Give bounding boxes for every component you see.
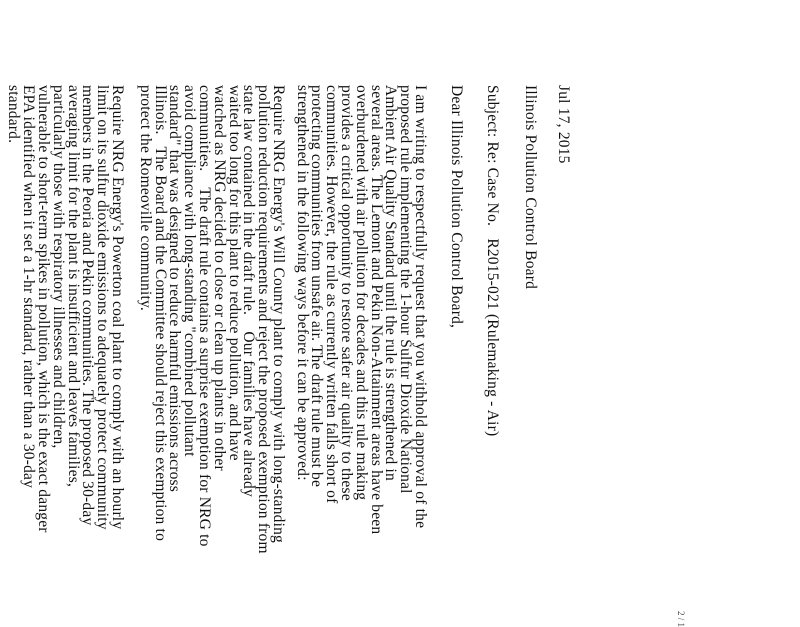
paragraph-line: several areas. The Lemont and Pekin Non-Attainment areas have been bbox=[367, 85, 385, 535]
paragraph-line: particularly those with respiratory illnesses and children, bbox=[49, 85, 67, 449]
paragraph-line: protect the Romeoville community. bbox=[136, 85, 154, 311]
paragraph-line: standard. bbox=[5, 85, 23, 144]
paragraph-line: I am writing to respectfully request that you withhold approval of the bbox=[412, 85, 429, 529]
letter-salutation: Dear Illinois Pollution Control Board, bbox=[448, 85, 465, 329]
letter-recipient: Illinois Pollution Control Board bbox=[522, 85, 539, 290]
paragraph-line: Ambient Air Quality Standard until the rule is strengthened in bbox=[382, 85, 400, 481]
paragraph-line: waited too long for this plant to reduce pollution, and have bbox=[225, 85, 243, 461]
paragraph-line: averaging limit for the plant is insufficient and leaves families, bbox=[64, 85, 82, 488]
paragraph-line: overburdened with air pollution for decades and this rule making bbox=[352, 85, 370, 501]
paragraph-line: protecting communities from unsafe air. The draft rule must be bbox=[308, 85, 326, 488]
paragraph-line: state law contained in the draft rule. Our families have already bbox=[240, 85, 258, 497]
paragraph-line: Illinois. The Board and the Committee should reject this exemption to bbox=[151, 85, 169, 542]
letter-date: Jul 17, 2015 bbox=[555, 85, 572, 164]
paragraph-line: communities. The draft rule contains a surprise exemption for NRG to bbox=[196, 85, 214, 547]
paragraph-line: EPA identified when it set a 1-hr standard, rather than a 30-day bbox=[20, 85, 38, 489]
paragraph-line: avoid compliance with long-standing "combined pollutant bbox=[181, 85, 199, 457]
paragraph-line: strengthened in the following ways before it can be approved: bbox=[293, 85, 311, 481]
paragraph-line: vulnerable to short-term spikes in pollution, which is the exact danger bbox=[35, 85, 53, 533]
rotated-letter bbox=[5, 85, 572, 605]
paragraph-line: communities. However, the rule as currently written falls short of bbox=[323, 85, 341, 504]
paragraph-line: members in the Peoria and Pekin communities. The proposed 30-day bbox=[79, 85, 97, 526]
paragraph-line: pollution reduction requirements and reject the proposed exemption from bbox=[255, 85, 273, 554]
paragraph-line: standard" that was designed to reduce harmful emissions across bbox=[166, 85, 184, 492]
page-number-mark: 2 / 1 bbox=[676, 611, 686, 627]
paragraph-will-county bbox=[137, 85, 285, 605]
paragraph-request bbox=[294, 85, 427, 605]
letter-subject: Subject: Re: Case No. R2015-021 (Rulemaking - Air) bbox=[484, 85, 501, 437]
paragraph-line: limit on its sulfur dioxide emissions to adequately protect community bbox=[94, 85, 112, 530]
paragraph-line: provides a critical opportunity to restore safer air quality to these bbox=[338, 85, 356, 501]
paragraph-line: watched as NRG decided to close or clean up plants in other bbox=[210, 85, 228, 471]
paragraph-line: proposed rule implementing the 1-hour Sulfur Dioxide National bbox=[397, 85, 415, 494]
paragraph-line: Require NRG Energy's Will County plant to comply with long-standing bbox=[270, 85, 287, 544]
paragraph-line: Require NRG Energy's Powerton coal plant to comply with an hourly bbox=[109, 85, 126, 530]
paragraph-powerton bbox=[6, 85, 124, 605]
